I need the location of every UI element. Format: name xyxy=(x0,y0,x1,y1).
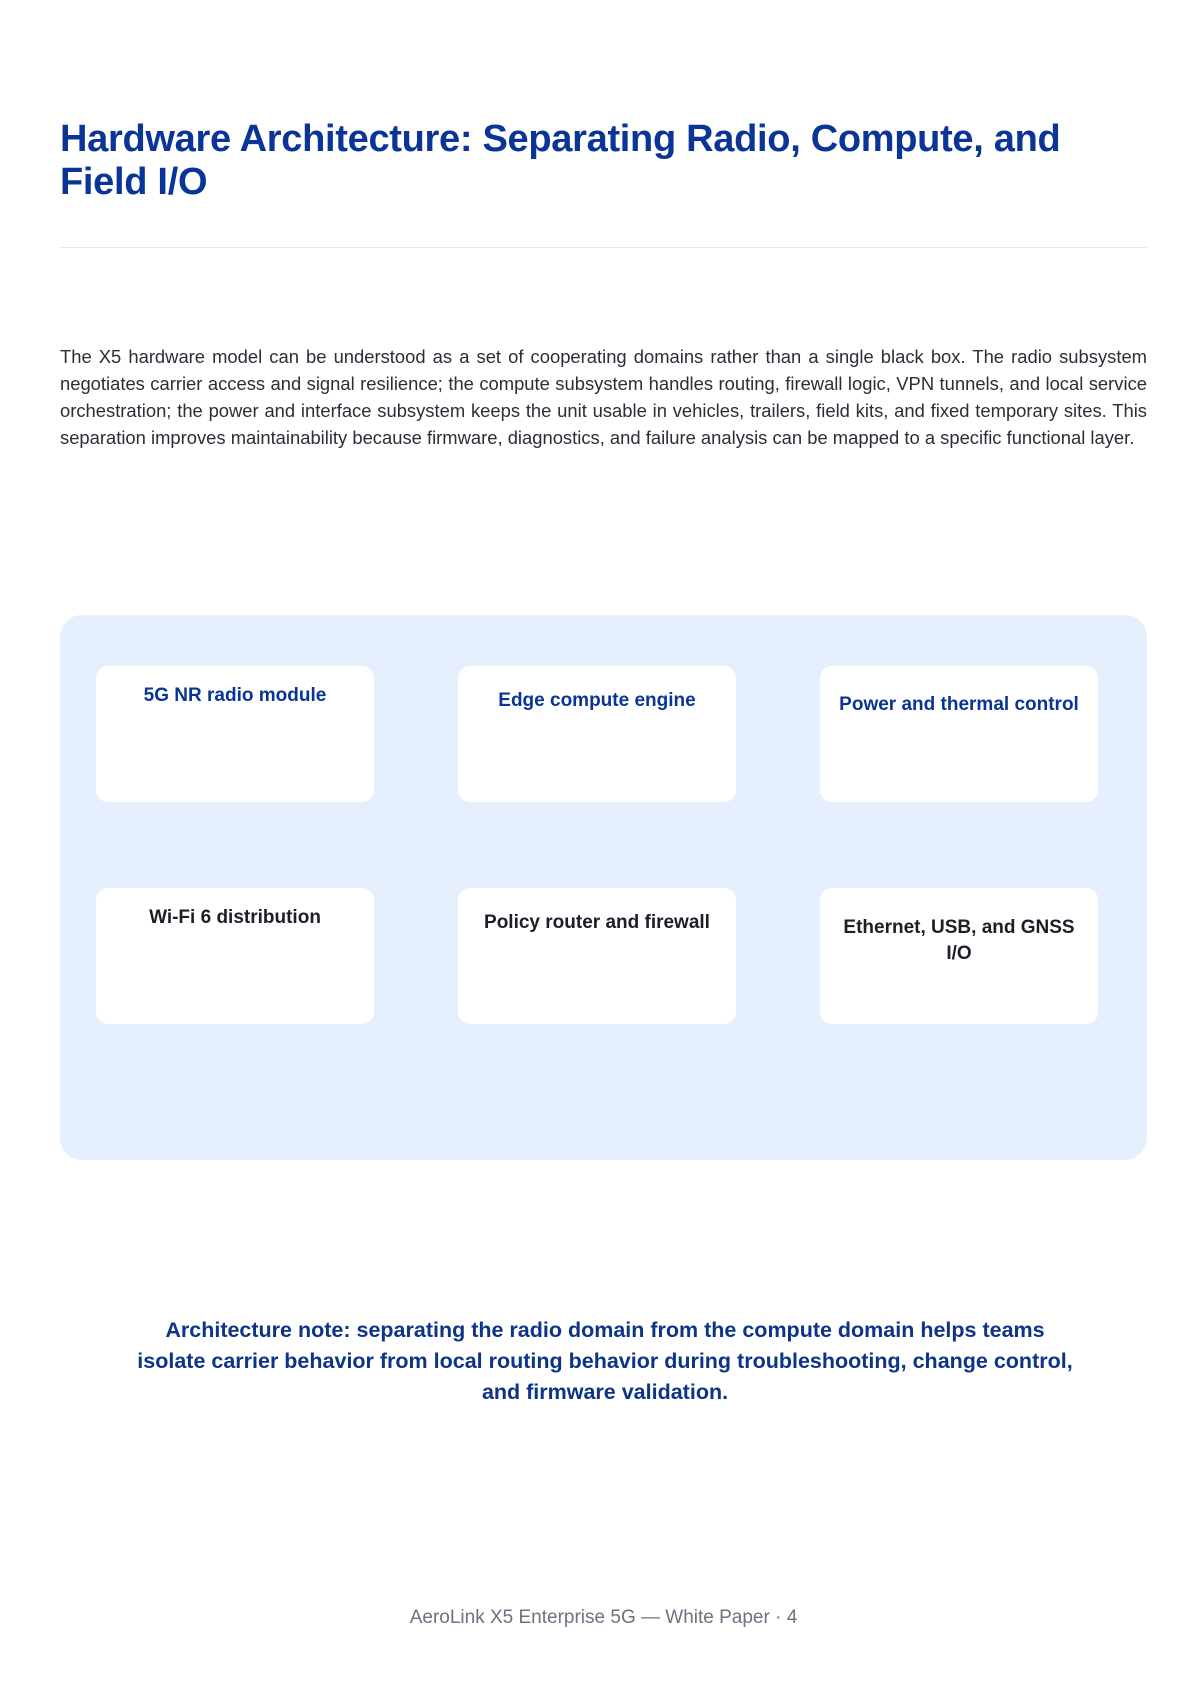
domain-card-label: 5G NR radio module xyxy=(143,685,327,706)
intro-paragraph: The X5 hardware model can be understood as a set of cooperating domains rather than a single black box. The radio subsystem negotiates carrier access and signal resilience; the compute subsystem handles routing, firewall logic, VPN tunnels, and local service orchestration; the power and interface subsystem keeps the unit usable in vehicles, trailers, field kits, and fixed temporary sites. This separation improves maintainability because firmware, diagnostics, and failure analysis can be mapped to a specific functional layer. xyxy=(60,346,1147,448)
architecture-diagram xyxy=(60,615,1147,1160)
domain-card-label: Policy router and firewall xyxy=(484,912,710,933)
domain-card-field-io xyxy=(820,888,1098,1024)
domain-card-label: Ethernet, USB, and GNSS I/O xyxy=(843,917,1075,964)
domain-card-policy-router xyxy=(458,888,736,1024)
title-divider xyxy=(60,247,1147,248)
domain-card-power xyxy=(820,666,1098,802)
domain-card-label: Edge compute engine xyxy=(498,690,696,711)
page-footer: AeroLink X5 Enterprise 5G — White Paper · 4 xyxy=(409,1607,798,1628)
page-title: Hardware Architecture: Separating Radio, Compute, and Field I/O xyxy=(60,118,1061,203)
domain-card-label: Wi-Fi 6 distribution xyxy=(149,907,321,928)
domain-card-compute xyxy=(458,666,736,802)
domain-card-label: Power and thermal control xyxy=(839,694,1079,715)
domain-card-wifi xyxy=(96,888,374,1024)
architecture-note: Architecture note: separating the radio domain from the compute domain helps teams isolate carrier behavior from local routing behavior during troubleshooting, change control, and firmware validation. xyxy=(137,1318,1073,1404)
domain-card-radio xyxy=(96,666,374,802)
